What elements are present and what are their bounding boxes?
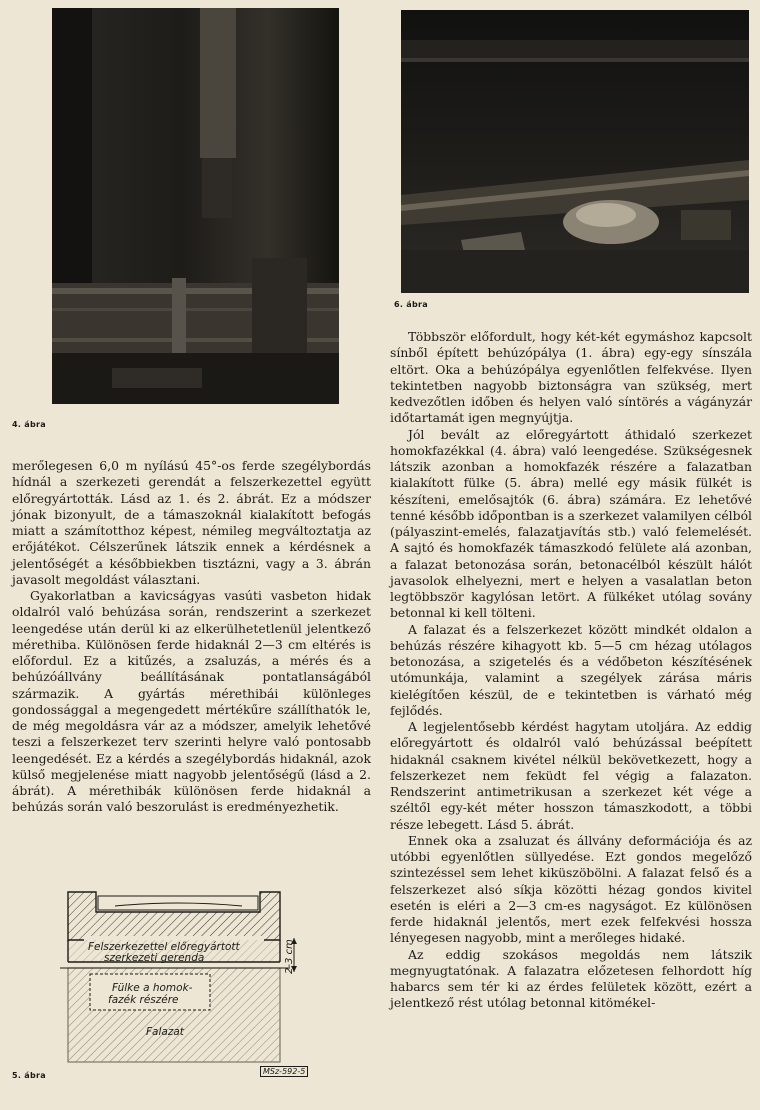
figure-4-caption: 4. ábra (12, 420, 46, 429)
pocket-label-line-1: Fülke a homok- (112, 982, 193, 994)
left-paragraph-1: merőlegesen 6,0 m nyílású 45°-os ferde szegélybordás hídnál a szerkezeti gerendát a felszerkezettel együtt előregyártották. Lásd az 1. és 2. ábrát. Ez a módszer jónak bizonyult, de a támaszoknál kialakított befogás miatt a számítotthoz képest, némileg megváltoztatja az erőjátékot. Célszerűnek látszik ennek a kérdésnek a jelentőségét a későbbiekben tisztázni, vagy a 3. ábrán javasolt megoldást választani. (12, 458, 371, 587)
right-paragraph-1: Többször előfordult, hogy két-két egymáshoz kapcsolt sínből épített behúzópálya (1. ábra) egy-egy sínszála eltört. Oka a behúzópálya egyenlőtlen felfekvése. Ilyen tekintetben nagyobb biztonságra van szükség, mert kedvezőtlen időben és helyen való síntörés a vágányzár időtartamát igen megnyújtja. (390, 329, 752, 426)
beam-label-line-2: szerkezeti gerenda (104, 952, 205, 964)
right-column (390, 329, 752, 1012)
figure-6-photo (401, 10, 749, 293)
right-paragraph-3: A falazat és a felszerkezet között mindkét oldalon a behúzás részére kihagyott kb. 5—5 cm hézag utólagos betonozása, a szigetelés és a védőbeton készítésének utómunkája, valamint a szegélyek zárása máris kielégítően készül, de e tekintetben is várható még fejlődés. (390, 621, 752, 718)
left-column (12, 458, 371, 816)
figure-6-caption: 6. ábra (394, 300, 428, 309)
figure-5-caption: 5. ábra (12, 1071, 46, 1080)
right-paragraph-2: Jól bevált az előregyártott áthidaló szerkezet homokfazékkal (4. ábra) való leengedése. Szükségesnek látszik azonban a homokfazék részére a falazatban kialakított fülke (5. ábra) mellé egy másik fülkét is készíteni, emelősajtók (6. ábra) számára. Ez lehetővé tenné később időpontban is a szerkezet valamilyen célból (pályaszint-emelés, falazatjavítás stb.) való felemelését. A sajtó és homokfazék támaszkodó felülete alá azonban, a falazat betonozása során, betonacélból készült hálót javasolok elhelyezni, mert e helyen a vasalatlan beton legtöbbször kagylósan letört. A fülkéket utólag sovány betonnal ki kell tölteni. (390, 426, 752, 621)
figure-5-diagram (60, 882, 322, 1066)
left-paragraph-2: Gyakorlatban a kavicságyas vasúti vasbeton hidak oldalról való behúzása során, rendszerint a szerkezet leengedése után derül ki az elkerülhetetlenül jelentkező mérethiba. Különösen ferde hidaknál 2—3 cm eltérés is előfordul. Ez a kitűzés, a zsaluzás, a mérés és a behúzóállvány beállításának pontatlanságából származik. A gyártás mérethibái különleges gondossággal a megengedett mértékűre szállíthatók le, de még megoldásra vár az a módszer, amelyik lehetővé teszi a felszerkezet terv szerinti helyre való pontosabb leengedését. Ez a kérdés a szegélybordás hidaknál, azok külső megjelenése miatt nagyobb jelentőségű (lásd a 2. ábrát). A mérethibák különösen ferde hidaknál a behúzás során való beszorulást is eredményezhetik. (12, 588, 371, 815)
right-paragraph-5: Ennek oka a zsaluzat és állvány deformációja és az utóbbi egyenlőtlen süllyedése. Ezt gondos megelőző szintezéssel sem lehet kiküszöbölni. A falazat felső és a felszerkezet alsó síkja közötti hézag gondos kivitel esetén is eléri a 2—3 cm-es nagyságot. Ez különösen ferde hidaknál jelentős, mert ezek felfekvési hossza lényegesen nagyobb, mint a merőleges hidaké. (390, 832, 752, 946)
beam-label-line-1: Felszerkezettel előregyártott (88, 941, 240, 953)
pocket-label-line-2: fazék részére (108, 994, 179, 1006)
gap-dimension-label: 2-3 cm (284, 939, 295, 974)
right-paragraph-6: Az eddig szokásos megoldás nem látszik megnyugtatónak. A falazatra előzetesen felhordott híg habarcs sem tér ki az érdes felületek között, ezért a jelentkező rést utólag betonnal kitömékel- (390, 946, 752, 1011)
wall-label: Falazat (146, 1026, 184, 1038)
figure-5-code: MSz-592-5 (260, 1066, 308, 1077)
right-paragraph-4: A legjelentősebb kérdést hagytam utoljára. Az eddig előregyártott és oldalról való behúzással beépített hidaknál csaknem kivétel nélkül bekövetkezett, hogy a felszerkezet nem feküdt fel végig a falazaton. Rendszerint antimetrikusan a szerkezet két vége a széltől egy-két méter hosszon támaszkodott, a többi része lebegett. Lásd 5. ábrát. (390, 719, 752, 832)
figure-4-photo (52, 8, 339, 404)
